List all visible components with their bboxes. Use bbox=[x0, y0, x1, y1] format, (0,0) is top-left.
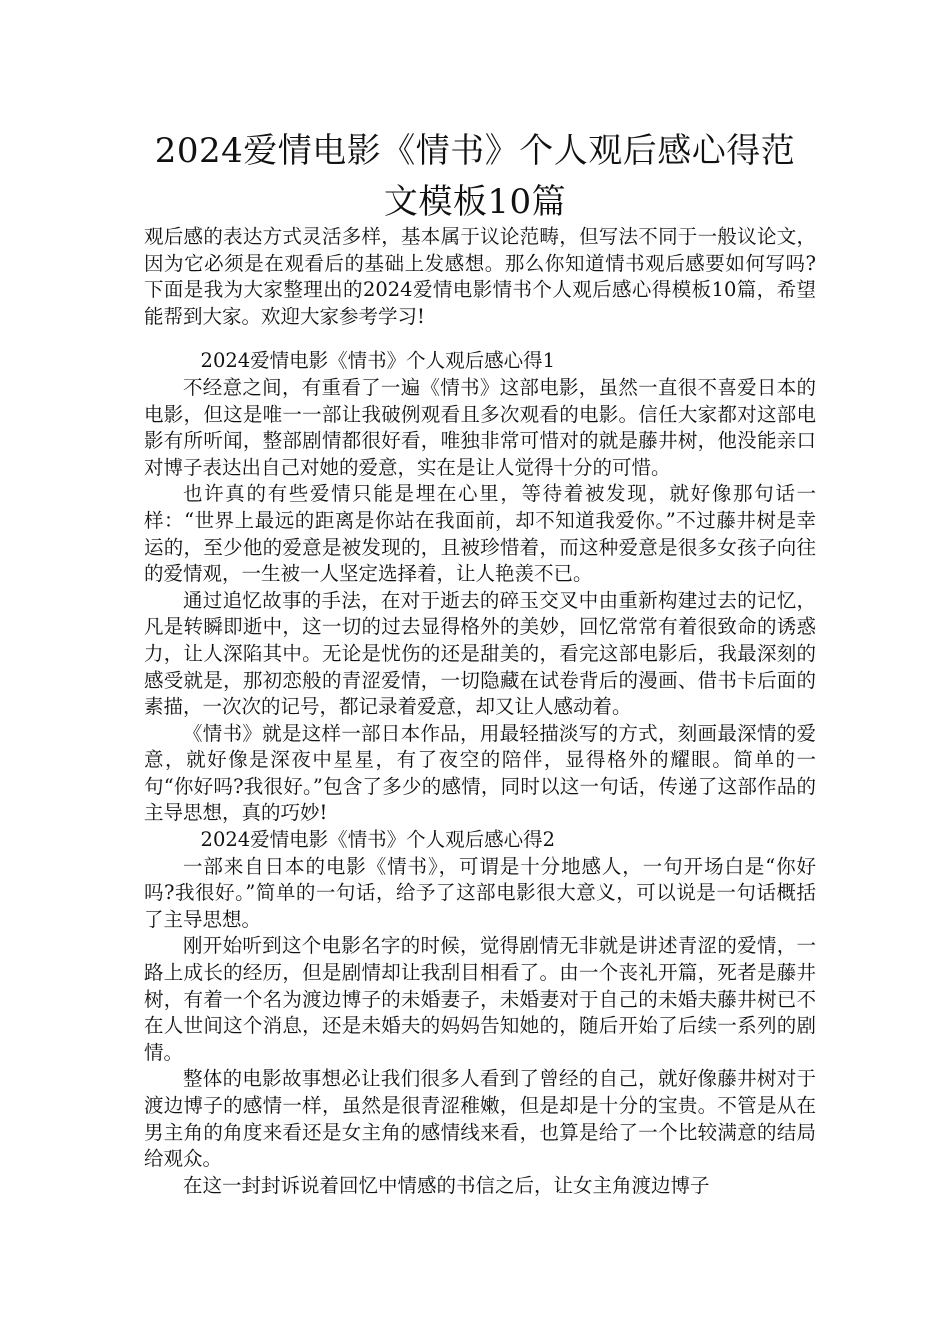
body-paragraph: 整体的电影故事想必让我们很多人看到了曾经的自己，就好像藤井树对于渡边博子的感情一样，虽然是很青涩稚嫩，但是却是十分的宝贵。不管是从在男主角的角度来看还是女主角的感情线来看，也算是给了一个比较满意的结局给观众。 bbox=[144, 1067, 816, 1171]
section-heading: 2024爱情电影《情书》个人观后感心得2 bbox=[200, 828, 556, 852]
body-paragraph: 《情书》就是这样一部日本作品，用最轻描淡写的方式，刻画最深情的爱意，就好像是深夜中星星，有了夜空的陪伴，显得格外的耀眼。简单的一句“你好吗?我很好。”包含了多少的感情，同时以这一句话，传递了这部作品的主导思想，真的巧妙! bbox=[144, 721, 816, 825]
document-title: 2024爱情电影《情书》个人观后感心得范文模板10篇 bbox=[154, 131, 796, 222]
body-paragraph: 刚开始听到这个电影名字的时候，觉得剧情无非就是讲述青涩的爱情，一路上成长的经历，但是剧情却让我刮目相看了。由一个丧礼开篇，死者是藤井树，有着一个名为渡边博子的未婚妻子，未婚妻对于自己的未婚夫藤井树已不在人世间这个消息，还是未婚夫的妈妈告知她的，随后开始了后续一系列的剧情。 bbox=[144, 934, 816, 1064]
document-body bbox=[144, 224, 816, 1199]
intro-paragraph: 观后感的表达方式灵活多样，基本属于议论范畴，但写法不同于一般议论文，因为它必须是在观看后的基础上发感想。那么你知道情书观后感要如何写吗?下面是我为大家整理出的2024爱情电影情书个人观后感心得模板10篇，希望能帮到大家。欢迎大家参考学习! bbox=[144, 225, 816, 328]
body-paragraph: 一部来自日本的电影《情书》，可谓是十分地感人，一句开场白是“你好吗?我很好。”简单的一句话，给予了这部电影很大意义，可以说是一句话概括了主导思想。 bbox=[144, 854, 816, 931]
body-paragraph: 不经意之间，有重看了一遍《情书》这部电影，虽然一直很不喜爱日本的电影，但这是唯一一部让我破例观看且多次观看的电影。信任大家都对这部电影有所听闻，整部剧情都很好看，唯独非常可惜对的就是藤井树，他没能亲口对博子表达出自己对她的爱意，实在是让人觉得十分的可惜。 bbox=[144, 375, 816, 479]
body-paragraph: 在这一封封诉说着回忆中情感的书信之后，让女主角渡边博子 bbox=[183, 1173, 710, 1197]
body-paragraph: 通过追忆故事的手法，在对于逝去的碎玉交叉中由重新构建过去的记忆，凡是转瞬即逝中，这一切的过去显得格外的美妙，回忆常常有着很致命的诱惑力，让人深陷其中。无论是忧伤的还是甜美的，看完这部电影后，我最深刻的感受就是，那初恋般的青涩爱情，一切隐藏在试卷背后的漫画、借书卡后面的素描，一次次的记号，都记录着爱意，却又让人感动着。 bbox=[144, 588, 816, 719]
body-paragraph: 也许真的有些爱情只能是埋在心里，等待着被发现，就好像那句话一样：“世界上最远的距离是你站在我面前，却不知道我爱你。”不过藤井树是幸运的，至少他的爱意是被发现的，且被珍惜着，而这种爱意是很多女孩子向往的爱情观，一生被一人坚定选择着，让人艳羡不已。 bbox=[144, 482, 816, 586]
section-heading: 2024爱情电影《情书》个人观后感心得1 bbox=[200, 349, 556, 373]
